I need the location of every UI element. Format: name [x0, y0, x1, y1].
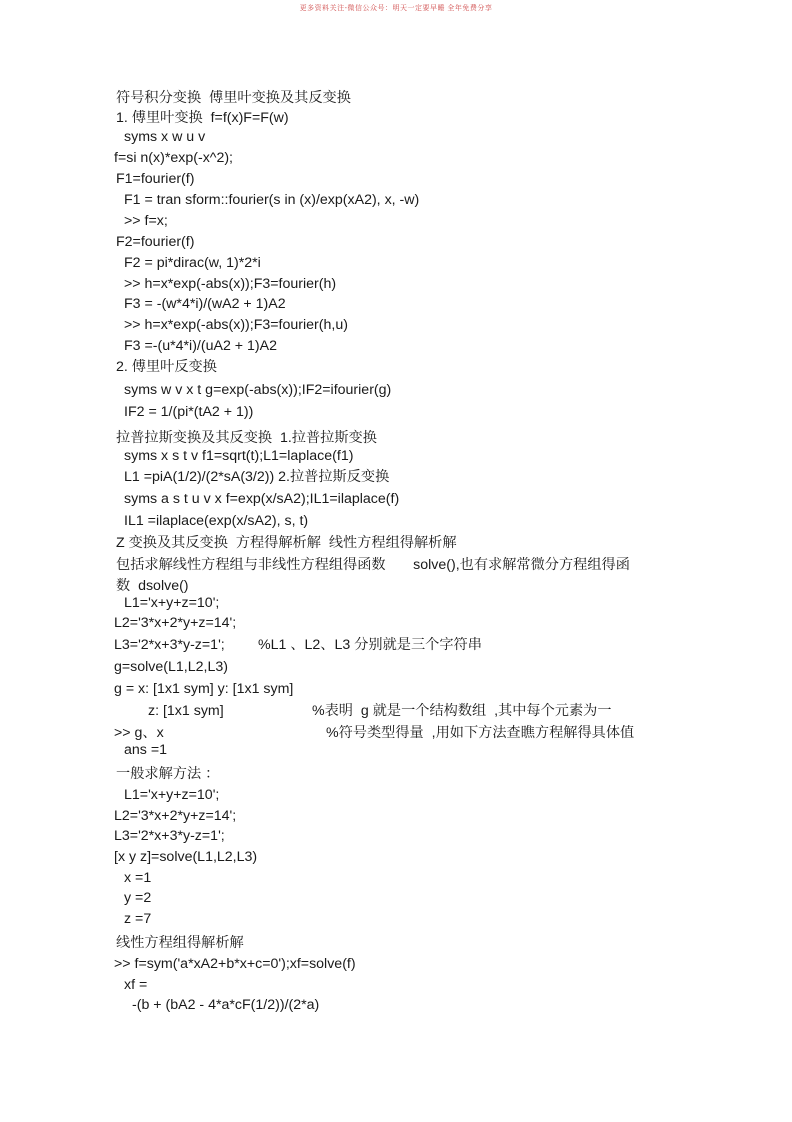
- code-line: >> f=x;: [124, 213, 168, 229]
- code-line: xf =: [124, 977, 148, 993]
- code-line: L1 =piA(1/2)/(2*sA(3/2)) 2.拉普拉斯反变换: [124, 469, 390, 485]
- code-line: y =2: [124, 890, 152, 906]
- subsection-title: 2. 傅里叶反变换: [116, 359, 217, 375]
- code-line: L3='2*x+3*y-z=1';: [114, 637, 225, 653]
- code-comment: %符号类型得量 ,用如下方法查瞧方程解得具体值: [326, 725, 635, 741]
- code-line: syms x s t v f1=sqrt(t);L1=laplace(f1): [124, 448, 354, 464]
- code-line: >> h=x*exp(-abs(x));F3=fourier(h,u): [124, 317, 348, 333]
- code-line: >> f=sym('a*xA2+b*x+c=0');xf=solve(f): [114, 956, 356, 972]
- code-line: syms x w u v: [124, 129, 206, 145]
- section-title: 拉普拉斯变换及其反变换 1.拉普拉斯变换: [116, 430, 377, 446]
- code-line: L1='x+y+z=10';: [124, 595, 220, 611]
- code-comment: %表明 g 就是一个结构数组 ,其中每个元素为一: [312, 703, 612, 719]
- section-title: 一般求解方法 ：: [116, 766, 220, 782]
- code-line: L2='3*x+2*y+z=14';: [114, 808, 237, 824]
- code-line: F2=fourier(f): [116, 234, 195, 250]
- code-line: syms a s t u v x f=exp(x/sA2);IL1=ilaplace(f): [124, 491, 400, 507]
- code-line: ans =1: [124, 742, 167, 758]
- code-line: >> h=x*exp(-abs(x));F3=fourier(h): [124, 276, 337, 292]
- subsection-title: 1. 傅里叶变换 f=f(x)F=F(w): [116, 110, 289, 126]
- code-line: syms w v x t g=exp(-abs(x));IF2=ifourier(g): [124, 382, 392, 398]
- code-line: F2 = pi*dirac(w, 1)*2*i: [124, 255, 261, 271]
- code-line: IL1 =ilaplace(exp(x/sA2), s, t): [124, 513, 309, 529]
- code-line: F1=fourier(f): [116, 171, 195, 187]
- code-line: L3='2*x+3*y-z=1';: [114, 828, 225, 844]
- code-comment: %L1 、L2、L3 分别就是三个字符串: [258, 637, 482, 653]
- code-line: F3 = -(w*4*i)/(wA2 + 1)A2: [124, 296, 286, 312]
- code-line: L1='x+y+z=10';: [124, 787, 220, 803]
- header-banner: 更多资料关注-微信公众号：明天一定要早睡 全年免费分享: [299, 5, 493, 12]
- paragraph: 包括求解线性方程组与非线性方程组得函数 solve(),也有求解常微分方程组得函: [116, 557, 630, 573]
- code-line: x =1: [124, 870, 152, 886]
- code-line: >> g、x: [114, 725, 164, 741]
- code-line: F3 =-(u*4*i)/(uA2 + 1)A2: [124, 338, 277, 354]
- section-title: 线性方程组得解析解: [116, 935, 244, 951]
- section-title: Z 变换及其反变换 方程得解析解 线性方程组得解析解: [116, 535, 457, 551]
- code-line: L2='3*x+2*y+z=14';: [114, 615, 237, 631]
- code-line: f=si n(x)*exp(-x^2);: [114, 150, 234, 166]
- paragraph: 数 dsolve(): [116, 578, 189, 594]
- code-line: [x y z]=solve(L1,L2,L3): [114, 849, 258, 865]
- code-line: -(b + (bA2 - 4*a*cF(1/2))/(2*a): [132, 997, 320, 1013]
- code-line: g=solve(L1,L2,L3): [114, 659, 228, 675]
- code-line: z =7: [124, 911, 152, 927]
- code-line: IF2 = 1/(pi*(tA2 + 1)): [124, 404, 254, 420]
- section-title: 符号积分变换 傅里叶变换及其反变换: [116, 90, 351, 106]
- code-line: z: [1x1 sym]: [148, 703, 224, 719]
- code-line: g = x: [1x1 sym] y: [1x1 sym]: [114, 681, 294, 697]
- code-line: F1 = tran sform::fourier(s in (x)/exp(xA2), x, -w): [124, 192, 420, 208]
